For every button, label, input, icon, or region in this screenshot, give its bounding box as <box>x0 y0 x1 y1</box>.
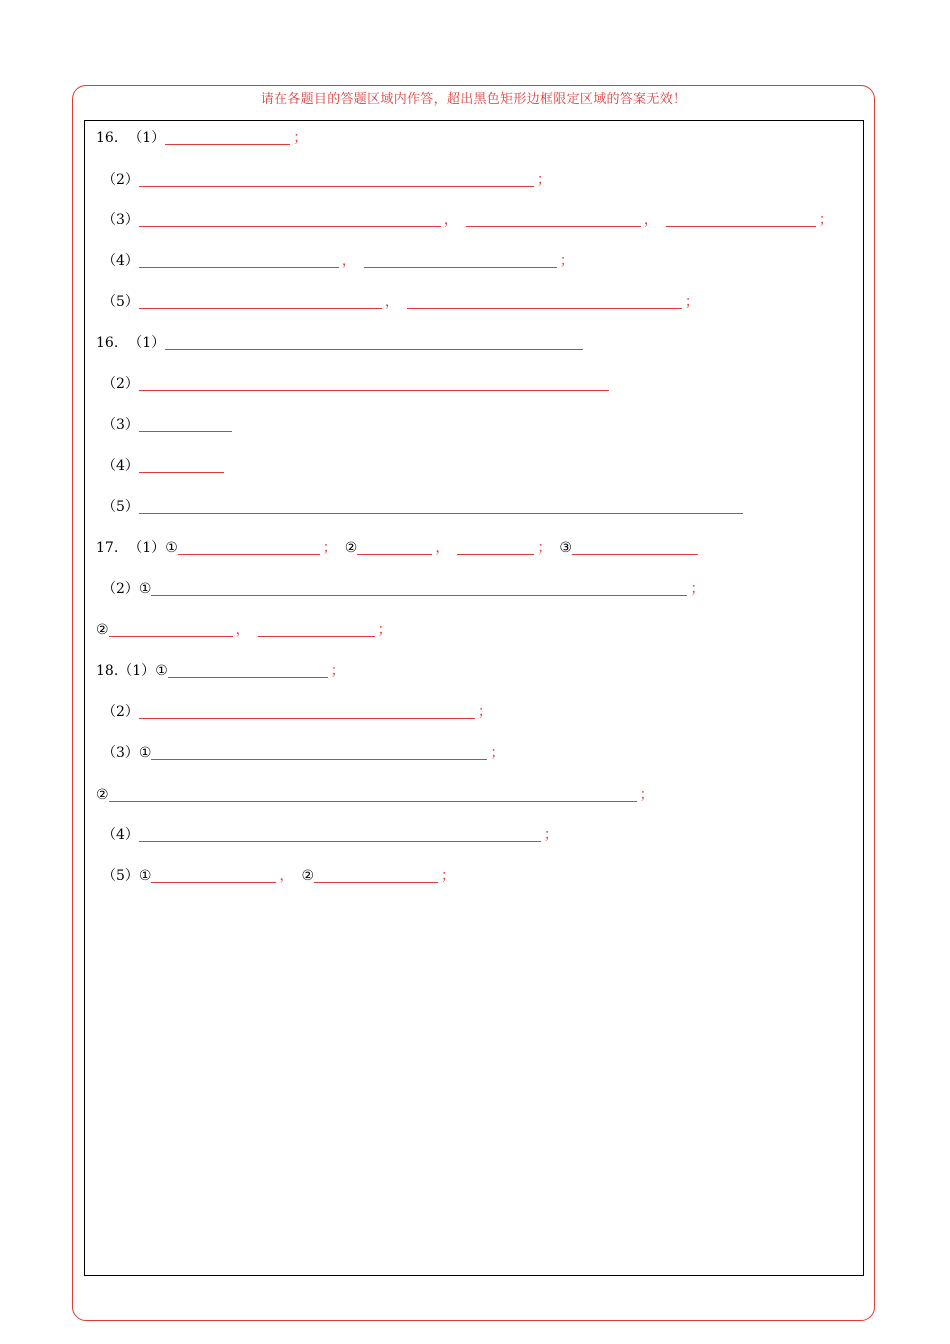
circled-two: ② <box>96 787 109 803</box>
answer-blank[interactable] <box>258 622 375 637</box>
semicolon: ； <box>293 130 308 146</box>
q16a-part2-row <box>102 170 551 190</box>
q16b-part5-row <box>102 497 743 517</box>
q18-part3-row <box>102 743 504 763</box>
part-label: （1） <box>128 130 166 146</box>
answer-blank[interactable] <box>139 212 441 227</box>
answer-blank[interactable] <box>139 417 232 432</box>
part-label: （5） <box>102 294 139 310</box>
answer-blank[interactable] <box>139 499 743 514</box>
part-label: （4） <box>102 827 139 843</box>
circled-two: ② <box>96 622 109 638</box>
part-label: （3） <box>102 745 139 761</box>
circled-three: ③ <box>559 540 572 556</box>
answer-blank[interactable] <box>139 172 534 187</box>
question-number: 17. <box>96 540 119 556</box>
circled-one: ① <box>165 540 178 556</box>
answer-blank[interactable] <box>666 212 816 227</box>
answer-blank[interactable] <box>151 581 687 596</box>
q16b-part1-row <box>96 333 583 353</box>
q16a-part3-row <box>102 210 833 230</box>
q17-part1-row <box>96 538 698 558</box>
answer-blank[interactable] <box>572 540 698 555</box>
q18-part1-row <box>96 661 345 681</box>
answer-blank[interactable] <box>151 868 276 883</box>
semicolon: ； <box>322 540 337 556</box>
part-label: （2） <box>102 704 139 720</box>
answer-blank[interactable] <box>139 376 609 391</box>
semicolon: ； <box>537 540 552 556</box>
part-label: （2） <box>102 376 139 392</box>
part-label: （5） <box>102 868 139 884</box>
semicolon: ； <box>818 212 833 228</box>
part-label: （4） <box>102 253 139 269</box>
q18-part3b-row <box>96 785 654 805</box>
answer-blank[interactable] <box>364 253 557 268</box>
q18-part5-row <box>102 866 455 886</box>
answer-blank[interactable] <box>139 294 382 309</box>
answer-blank[interactable] <box>407 294 682 309</box>
q16a-part5-row <box>102 292 699 312</box>
answer-blank[interactable] <box>357 540 432 555</box>
q18-part4-row <box>102 825 558 845</box>
q17-part2b-row <box>96 620 392 640</box>
answer-blank[interactable] <box>139 458 224 473</box>
semicolon: ； <box>330 663 345 679</box>
part-label: （3） <box>102 212 139 228</box>
q17-part2-row <box>102 579 704 599</box>
question-number: 18. <box>96 663 119 679</box>
q16a-part1-row <box>96 128 307 148</box>
part-label: （2） <box>102 581 139 597</box>
comma: ， <box>443 212 458 228</box>
part-label: （3） <box>102 417 139 433</box>
part-label: （4） <box>102 458 139 474</box>
answer-blank[interactable] <box>168 663 328 678</box>
answer-blank[interactable] <box>109 787 637 802</box>
semicolon: ； <box>377 622 392 638</box>
part-label: （2） <box>102 172 139 188</box>
answer-blank[interactable] <box>178 540 320 555</box>
answer-blank[interactable] <box>165 335 583 350</box>
comma: ， <box>341 253 356 269</box>
comma: ， <box>643 212 658 228</box>
question-number: 16. <box>96 335 119 351</box>
answer-blank[interactable] <box>457 540 534 555</box>
circled-one: ① <box>138 745 152 761</box>
semicolon: ； <box>690 581 705 597</box>
circled-one: ① <box>155 663 168 679</box>
answer-blank[interactable] <box>314 868 438 883</box>
q16b-part4-row <box>102 456 224 476</box>
comma: ， <box>435 540 450 556</box>
q18-part2-row <box>102 702 492 722</box>
semicolon: ； <box>559 253 574 269</box>
answer-blank[interactable] <box>466 212 641 227</box>
q16a-part4-row <box>102 251 574 271</box>
part-label: （1） <box>118 663 156 679</box>
answer-blank[interactable] <box>139 704 475 719</box>
part-label: （5） <box>102 499 139 515</box>
semicolon: ； <box>639 787 654 803</box>
answer-blank[interactable] <box>109 622 233 637</box>
semicolon: ； <box>441 868 456 884</box>
semicolon: ； <box>490 745 505 761</box>
semicolon: ； <box>543 827 558 843</box>
semicolon: ； <box>536 172 551 188</box>
semicolon: ； <box>684 294 699 310</box>
circled-one: ① <box>138 581 152 597</box>
answer-area-warning: 请在各题目的答题区域内作答，超出黑色矩形边框限定区域的答案无效！ <box>260 92 687 107</box>
q16b-part3-row <box>102 415 232 435</box>
q16b-part2-row <box>102 374 609 394</box>
part-label: （1） <box>128 335 166 351</box>
circled-one: ① <box>138 868 152 884</box>
semicolon: ； <box>477 704 492 720</box>
comma: ， <box>279 868 294 884</box>
question-number: 16. <box>96 130 119 146</box>
answer-blank[interactable] <box>151 745 487 760</box>
circled-two: ② <box>301 868 315 884</box>
part-label: （1） <box>128 540 166 556</box>
answer-blank[interactable] <box>139 827 541 842</box>
circled-two: ② <box>344 540 358 556</box>
answer-blank[interactable] <box>165 130 290 145</box>
comma: ， <box>235 622 250 638</box>
comma: ， <box>384 294 399 310</box>
answer-blank[interactable] <box>139 253 339 268</box>
